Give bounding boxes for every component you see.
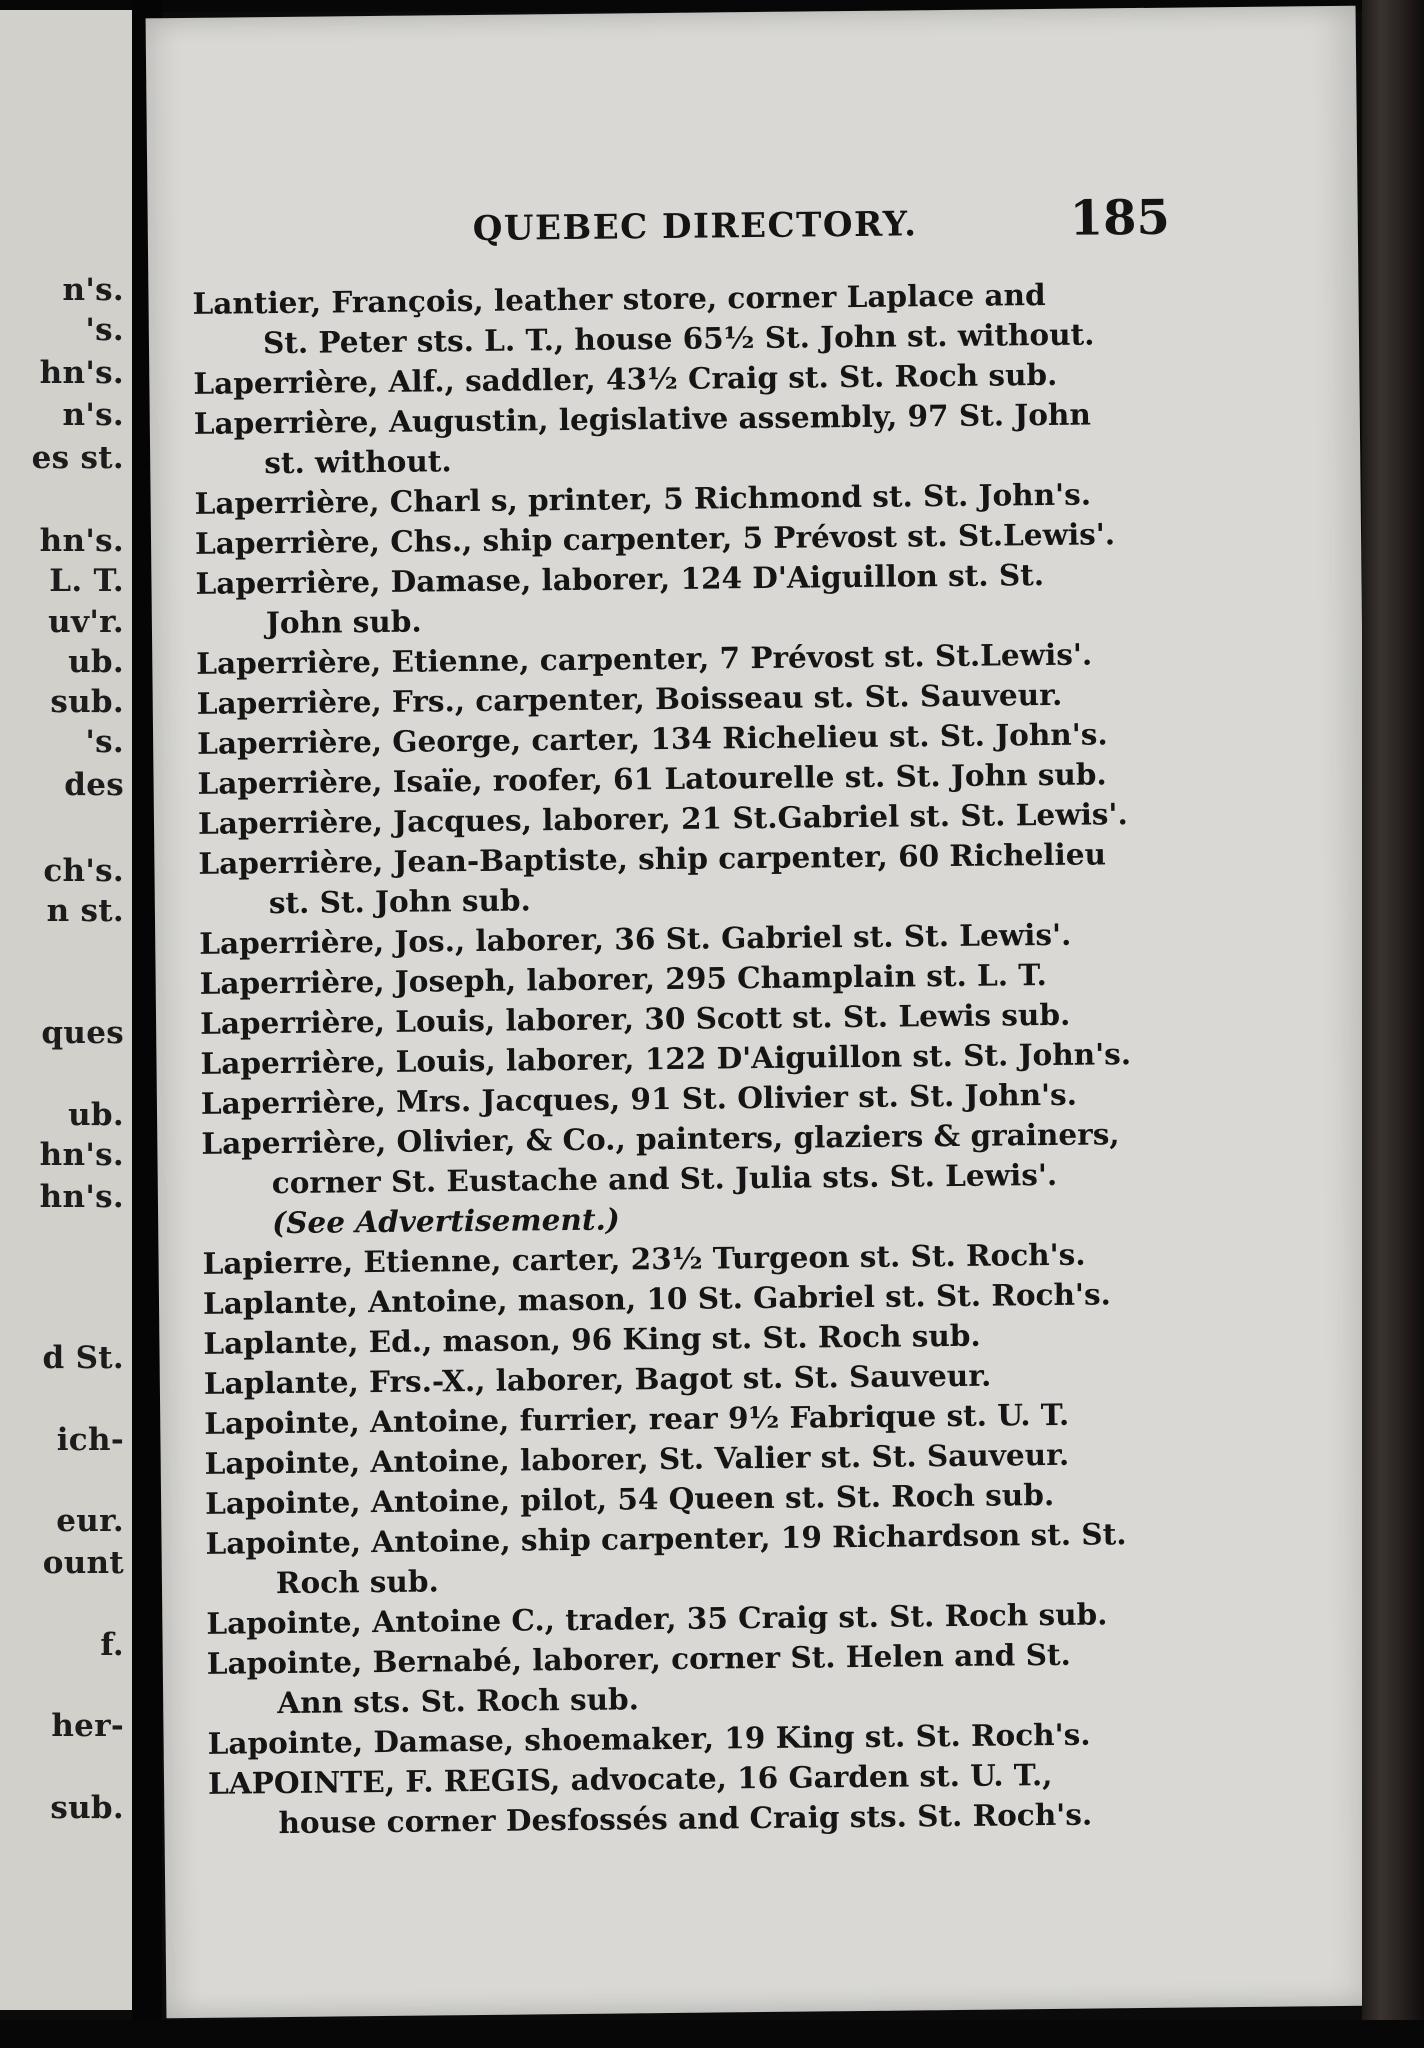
facing-page-fragment: des (64, 767, 124, 803)
entry-line: Laperrière, Jacques, laborer, 21 St.Gabriel st. St. Lewis'. (197, 796, 1128, 841)
entry-line: Laplante, Ed., mason, 96 King st. St. Roch sub. (203, 1317, 981, 1361)
facing-page-fragment: hn's. (39, 355, 124, 391)
entry-continuation: John sub. (265, 603, 422, 641)
entry-line: Laperrière, Louis, laborer, 30 Scott st. St. Lewis sub. (199, 996, 1071, 1041)
facing-page-fragment: hn's. (39, 1179, 124, 1215)
entry-continuation: St. Peter sts. L. T., house 65½ St. John st. without. (262, 316, 1095, 361)
facing-page-fragment: 's. (85, 724, 124, 760)
running-head (147, 188, 1358, 261)
entry-line: Lapointe, Antoine C., trader, 35 Craig st. St. Roch sub. (206, 1596, 1108, 1641)
facing-page-fragment: n's. (62, 272, 124, 308)
entry-line: Lapierre, Etienne, carter, 23½ Turgeon st. St. Roch's. (202, 1236, 1086, 1281)
facing-page-fragment: hn's. (39, 523, 124, 559)
facing-page-fragment: L. T. (49, 563, 124, 599)
facing-page-fragment: n st. (46, 893, 124, 929)
book-cover-edge (1362, 0, 1424, 2048)
entry-line: Laperrière, Isaïe, roofer, 61 Latourelle st. St. John sub. (197, 756, 1107, 801)
page-number: 185 (1069, 189, 1171, 247)
entry-line: Laplante, Antoine, mason, 10 St. Gabriel st. St. Roch's. (202, 1276, 1112, 1321)
facing-page-fragment: ount (42, 1545, 124, 1581)
entry-line: Lapointe, Antoine, ship carpenter, 19 Richardson st. St. (205, 1516, 1127, 1561)
entry-line: Laperrière, Augustin, legislative assembly, 97 St. John (193, 396, 1092, 441)
entry-continuation: st. St. John sub. (268, 882, 531, 921)
advertisement-note: (See Advertisement.) (271, 1201, 620, 1241)
entry-line: Lapointe, Bernabé, laborer, corner St. Helen and St. (206, 1636, 1071, 1681)
facing-page-fragment: d St. (42, 1340, 124, 1376)
scan-border-bottom (0, 2020, 1424, 2048)
entry-line: Laperrière, Joseph, laborer, 295 Champlain st. L. T. (199, 957, 1047, 1001)
entry-line: Laperrière, Damase, laborer, 124 D'Aiguillon st. St. (195, 557, 1045, 601)
facing-page-fragment: sub. (50, 1790, 124, 1826)
directory-entries (192, 274, 1168, 1844)
entry-continuation: Roch sub. (275, 1563, 439, 1601)
entry-line: Laperrière, Etienne, carpenter, 7 Prévost st. St.Lewis'. (196, 636, 1093, 681)
entry-line: Laperrière, Chs., ship carpenter, 5 Prévost st. St.Lewis'. (194, 516, 1116, 561)
facing-page-fragment: ch's. (43, 853, 124, 889)
entry-line: Laperrière, Mrs. Jacques, 91 St. Olivier st. St. John's. (200, 1076, 1078, 1121)
entry-continuation: corner St. Eustache and St. Julia sts. St. Lewis'. (271, 1156, 1058, 1201)
running-title: QUEBEC DIRECTORY. (472, 204, 918, 249)
facing-page-edge (0, 10, 132, 2010)
entry-continuation: Ann sts. St. Roch sub. (277, 1681, 640, 1721)
facing-page-fragment: ub. (68, 644, 124, 680)
entry-continuation: st. without. (264, 443, 452, 481)
entry-line: Laperrière, Jos., laborer, 36 St. Gabriel st. St. Lewis'. (199, 916, 1072, 961)
entry-line: Lantier, François, leather store, corner Laplace and (192, 276, 1046, 321)
entry-line: Laperrière, Frs., carpenter, Boisseau st. St. Sauveur. (196, 676, 1063, 721)
facing-page-fragment: ub. (68, 1097, 124, 1133)
entry-line: LAPOINTE, F. REGIS, advocate, 16 Garden st. U. T., (207, 1756, 1053, 1801)
facing-page-fragment: her- (51, 1708, 124, 1744)
entry-line: Laperrière, Olivier, & Co., painters, glaziers & grainers, (201, 1116, 1120, 1161)
entry-line: Lapointe, Antoine, furrier, rear 9½ Fabrique st. U. T. (204, 1396, 1070, 1441)
facing-page-fragment: ich- (56, 1422, 124, 1458)
facing-page-fragment: uv'r. (48, 604, 124, 640)
facing-page-fragment: hn's. (39, 1137, 124, 1173)
directory-page (146, 6, 1377, 2019)
entry-line: Laperrière, Charl s, printer, 5 Richmond st. St. John's. (194, 476, 1092, 521)
facing-page-fragment: n's. (62, 397, 124, 433)
entry-line: Lapointe, Antoine, laborer, St. Valier st. St. Sauveur. (204, 1436, 1070, 1481)
facing-page-fragment: eur. (56, 1503, 124, 1539)
facing-page-fragment: es st. (31, 440, 124, 476)
facing-page-fragment: f. (100, 1627, 124, 1663)
entry-line: Laperrière, Jean-Baptiste, ship carpenter, 60 Richelieu (198, 836, 1107, 881)
entry-line: Laperrière, Louis, laborer, 122 D'Aiguillon st. St. John's. (200, 1036, 1132, 1081)
facing-page-fragment: ques (41, 1015, 124, 1051)
entry-line: Laplante, Frs.-X., laborer, Bagot st. St. Sauveur. (203, 1357, 992, 1401)
facing-page-fragment: 's. (85, 312, 124, 348)
entry-line: Lapointe, Antoine, pilot, 54 Queen st. St. Roch sub. (204, 1476, 1055, 1521)
entry-line: Laperrière, George, carter, 134 Richelieu st. St. John's. (196, 716, 1108, 761)
entry-continuation: house corner Desfossés and Craig sts. St. Roch's. (278, 1796, 1093, 1841)
facing-page-fragment: sub. (50, 684, 124, 720)
entry-line: Laperrière, Alf., saddler, 43½ Craig st. St. Roch sub. (193, 356, 1058, 401)
entry-line: Lapointe, Damase, shoemaker, 19 King st. St. Roch's. (207, 1716, 1091, 1761)
